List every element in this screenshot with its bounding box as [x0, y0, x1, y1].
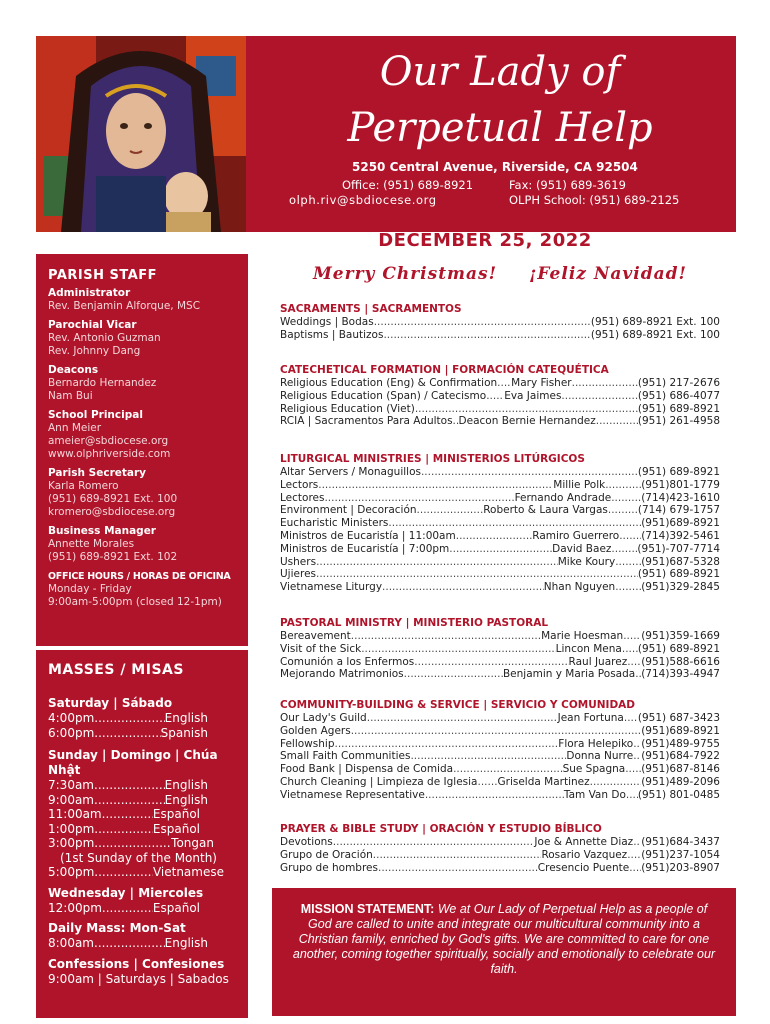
directory-row: Baptisms | Bautizos ..... (951) 689-8921 Ext. 100 — [280, 329, 720, 342]
fax-number: Fax: (951) 689-3619 — [509, 178, 626, 192]
directory-row: Lectors ..... Millie Polk ..... (951)801-1779 — [280, 479, 720, 492]
directory-row: Visit of the Sick ..... Lincon Mena ..... (951) 689-8921 — [280, 643, 720, 656]
mass-note: (1st Sunday of the Month) — [60, 850, 217, 865]
section-title: COMMUNITY-BUILDING & SERVICE | SERVICIO Y COMUNIDAD — [280, 699, 635, 711]
parish-staff-title: PARISH STAFF — [48, 268, 158, 283]
staff-heading: Administrator — [48, 287, 131, 299]
staff-line: Rev. Antonio Guzman — [48, 332, 161, 344]
directory-row: Bereavement ..... Marie Hoesman ..... (951)359-1669 — [280, 630, 720, 643]
directory-row: Church Cleaning | Limpieza de Iglesia ..... Griselda Martinez ..... (951)489-2096 — [280, 776, 720, 789]
staff-line: Annette Morales — [48, 538, 135, 550]
section-title: SACRAMENTS | SACRAMENTOS — [280, 303, 462, 315]
staff-line: (951) 689-8921 Ext. 102 — [48, 551, 178, 563]
mass-time-row: 8:00am ..... English — [48, 936, 236, 951]
section-prayer — [280, 822, 720, 874]
section-liturgical — [280, 452, 720, 594]
directory-row: Environment | Decoración ..... Roberto & Laura Vargas ..... (714) 679-1757 — [280, 504, 720, 517]
section-catechetical — [280, 363, 720, 428]
mass-day-heading: Confessions | Confesiones — [48, 956, 225, 971]
section-title: PASTORAL MINISTRY | MINISTERIO PASTORAL — [280, 617, 549, 629]
section-title: PRAYER & BIBLE STUDY | ORACIÓN Y ESTUDIO BÍBLICO — [280, 823, 602, 835]
school-phone: OLPH School: (951) 689-2125 — [509, 193, 680, 207]
staff-heading: Parish Secretary — [48, 467, 146, 479]
directory-row: Lectores ..... Fernando Andrade ..... (714)423-1610 — [280, 492, 720, 505]
directory-row: Grupo de hombres ..... Cresencio Puente ..... (951)203-8907 — [280, 862, 720, 875]
directory-row: Ujieres ..... (951) 689-8921 — [280, 568, 720, 581]
mass-time-row: 7:30am ..... English — [48, 778, 236, 793]
greeting-spanish: ¡Feliz Navidad! — [528, 264, 687, 284]
directory-row: Grupo de Oración ..... Rosario Vazquez ..... (951)237-1054 — [280, 849, 720, 862]
mass-day-heading: Nhật — [48, 763, 81, 777]
mass-time-row: 1:00pm ..... Español — [48, 822, 236, 837]
mass-day-heading: Saturday | Sábado — [48, 696, 173, 710]
staff-email[interactable]: ameier@sbdiocese.org — [48, 435, 169, 447]
parish-staff-panel — [36, 254, 248, 646]
confession-time: 9:00am | Saturdays | Sabados — [48, 971, 229, 986]
school-website-link[interactable]: www.olphriverside.com — [48, 448, 171, 460]
staff-line: Nam Bui — [48, 390, 93, 402]
directory-row: Mejorando Matrimonios ..... Benjamin y Maria Posada ..... (714)393-4947 — [280, 668, 720, 681]
directory-row: Religious Education (Span) / Catecismo ..... Eva Jaimes ..... (951) 686-4077 — [280, 390, 720, 403]
directory-row: Weddings | Bodas ..... (951) 689-8921 Ext. 100 — [280, 316, 720, 329]
directory-row: Religious Education (Viet) ..... (951) 689-8921 — [280, 403, 720, 416]
address: 5250 Central Avenue, Riverside, CA 92504 — [352, 160, 638, 174]
masses-title: MASSES / MISAS — [48, 662, 184, 678]
mission-statement — [272, 888, 736, 1016]
office-phone: Office: (951) 689-8921 — [342, 178, 474, 192]
email-address: olph.riv@sbdiocese.org — [289, 193, 437, 207]
directory-row: Fellowship ..... Flora Helepiko ..... (951)489-9755 — [280, 738, 720, 751]
directory-row: Comunión a los Enfermos ..... Raul Juarez ..... (951)588-6616 — [280, 656, 720, 669]
mission-text: We at Our Lady of Perpetual Help as a people of God are called to unite and integrate our multicultural community into a Christian family, enriched by God's gifts. We are committed to care for one another, coming together spiritually, socially and emotionally to celebrate our faith. — [292, 902, 716, 976]
mass-day-heading: Daily Mass: Mon-Sat — [48, 921, 186, 935]
section-pastoral — [280, 616, 720, 681]
staff-line: Karla Romero — [48, 480, 119, 492]
section-title: CATECHETICAL FORMATION | FORMACIÓN CATEQUÉTICA — [280, 364, 609, 376]
mass-time-row: 5:00pm ..... Vietnamese — [48, 865, 236, 880]
directory-row: Altar Servers / Monaguillos ..... (951) 689-8921 — [280, 466, 720, 479]
directory-row: Ministros de Eucaristía | 7:00pm ..... David Baez ..... (951)-707-7714 — [280, 543, 720, 556]
staff-line: Bernardo Hernandez — [48, 377, 157, 389]
staff-heading: School Principal — [48, 409, 143, 421]
title-line-2: Perpetual Help — [347, 105, 653, 151]
staff-line: Rev. Johnny Dang — [48, 345, 141, 357]
directory-row: Golden Agers ..... (951)689-8921 — [280, 725, 720, 738]
mass-time-row: 3:00pm ..... Tongan — [48, 836, 236, 851]
title-line-1: Our Lady of — [379, 49, 621, 95]
mass-time-row: 12:00pm ..... Español — [48, 901, 236, 916]
staff-line: Rev. Benjamin Alforque, MSC — [48, 300, 201, 312]
masses-panel — [36, 650, 248, 1018]
staff-line: (951) 689-8921 Ext. 100 — [48, 493, 178, 505]
directory-row: Devotions ..... Joe & Annette Diaz ..... (951)684-3437 — [280, 836, 720, 849]
directory-row: Food Bank | Dispensa de Comida ..... Sue Spagna ..... (951)687-8146 — [280, 763, 720, 776]
mission-label: MISSION STATEMENT: — [300, 902, 435, 916]
directory-row: Vietnamese Liturgy ..... Nhan Nguyen ..... (951)329-2845 — [280, 581, 720, 594]
staff-heading: Business Manager — [48, 525, 156, 537]
office-hours-line: Monday - Friday — [48, 583, 132, 595]
mass-time-row: 4:00pm ..... English — [48, 711, 236, 726]
staff-heading: Deacons — [48, 364, 99, 376]
directory-row: Small Faith Communities ..... Donna Nurre ..... (951)684-7922 — [280, 750, 720, 763]
section-sacraments — [280, 302, 720, 342]
bulletin-date: DECEMBER 25, 2022 — [378, 230, 592, 251]
directory-row: RCIA | Sacramentos Para Adultos ..... Deacon Bernie Hernandez ..... (951) 261-4958 — [280, 415, 720, 428]
directory-row: Ushers ..... Mike Koury ..... (951)687-5328 — [280, 556, 720, 569]
directory-row: Our Lady's Guild ..... Jean Fortuna ..... (951) 687-3423 — [280, 712, 720, 725]
mass-day-heading: Sunday | Domingo | Chúa — [48, 748, 218, 762]
mass-time-row: 6:00pm ..... Spanish — [48, 726, 236, 741]
mass-day-heading: Wednesday | Miercoles — [48, 885, 204, 900]
staff-email[interactable]: kromero@sbdiocese.org — [48, 506, 176, 518]
icon-painting-image — [36, 36, 246, 232]
directory-row: Religious Education (Eng) & Confirmation ..... Mary Fisher ..... (951) 217-2676 — [280, 377, 720, 390]
greeting-english: Merry Christmas! — [312, 264, 498, 284]
staff-line: Ann Meier — [48, 422, 102, 434]
directory-row: Ministros de Eucaristía | 11:00am ..... Ramiro Guerrero ..... (714)392-5461 — [280, 530, 720, 543]
staff-heading: Parochial Vicar — [48, 319, 137, 331]
section-community — [280, 698, 720, 802]
directory-row: Vietnamese Representative ..... Tam Van Do ..... (951) 801-0485 — [280, 789, 720, 802]
parish-title — [280, 44, 720, 156]
office-hours-heading: OFFICE HOURS / HORAS DE OFICINA — [48, 571, 231, 582]
directory-row: Eucharistic Ministers ..... (951)689-8921 — [280, 517, 720, 530]
mass-time-row: 9:00am ..... English — [48, 793, 236, 808]
office-hours-line: 9:00am-5:00pm (closed 12-1pm) — [48, 596, 222, 608]
section-title: LITURGICAL MINISTRIES | MINISTERIOS LITÚRGICOS — [280, 453, 585, 465]
mass-time-row: 11:00am ..... Español — [48, 807, 236, 822]
greeting — [280, 264, 720, 284]
